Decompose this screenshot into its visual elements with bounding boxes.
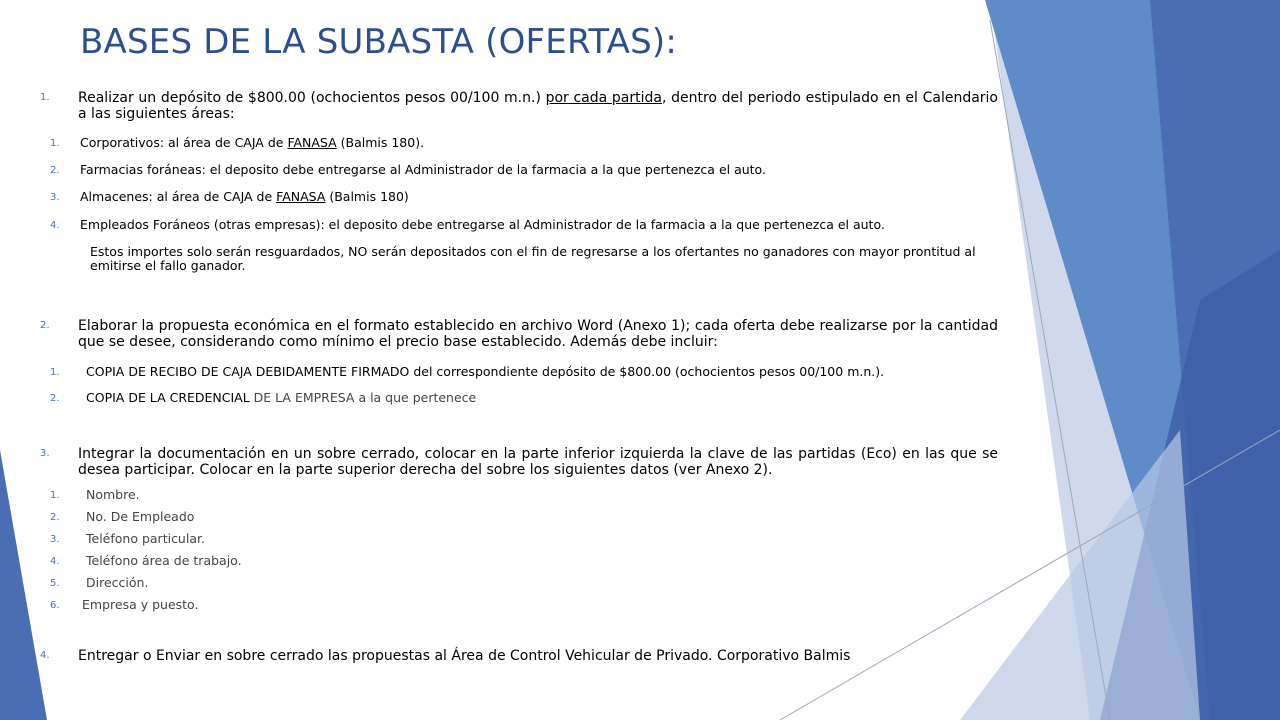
item-text: Elaborar la propuesta económica en el formato establecido en archivo Word (Anexo 1); cada oferta debe realizarse por la cantidad que se desee, considerando como mínimo el precio base establecido. Además debe incluir: [78,318,998,350]
sub-item: 4. Empleados Foráneos (otras empresas): el deposito debe entregarse al Administrador de la farmacia a la que pertenezca el auto. [50,217,885,232]
list-item-2: 2. Elaborar la propuesta económica en el formato establecido en archivo Word (Anexo 1); cada oferta debe realizarse por la cantidad que se desee, considerando como mínimo el precio base establecido. Además debe incluir: [40,318,998,350]
list-item-1 [40,90,998,122]
list-item-4: 4. Entregar o Enviar en sobre cerrado las propuestas al Área de Control Vehicular de Privado. Corporativo Balmis [40,648,998,664]
note-text: Estos importes solo serán resguardados, NO serán depositados con el fin de regresarse a los ofertantes no ganadores con mayor prontitud al emitirse el fallo ganador. [90,244,976,273]
sub-item: 2. COPIA DE LA CREDENCIAL DE LA EMPRESA a la que pertenece [50,390,477,405]
item-text: Realizar un depósito de $800.00 (ochocientos pesos 00/100 m.n.) por cada partida, dentro del periodo estipulado en el Calendario a las siguientes áreas: [78,90,999,122]
sub-item: 6. Empresa y puesto. [50,597,199,612]
sub-item: 3. Almacenes: al área de CAJA de FANASA (Balmis 180) [50,189,409,204]
sub-item: 1. Corporativos: al área de CAJA de FANASA (Balmis 180). [50,135,425,150]
page-title: BASES DE LA SUBASTA (OFERTAS): [80,22,678,62]
sub-item: 1. COPIA DE RECIBO DE CAJA DEBIDAMENTE FIRMADO del correspondiente depósito de $800.00 (ochocientos pesos 00/100 m.n.). [50,364,885,379]
sub-item: 2. No. De Empleado [50,509,195,524]
item-number: 1. [40,92,50,103]
sub-item: 1. Nombre. [50,487,140,502]
sub-item: 2. Farmacias foráneas: el deposito debe entregarse al Administrador de la farmacia a la que pertenezca el auto. [50,162,766,177]
item-text: Integrar la documentación en un sobre cerrado, colocar en la parte inferior izquierda la clave de las partidas (Eco) en las que se desea participar. Colocar en la parte superior derecha del sobre los siguientes datos (ver Anexo 2). [78,446,998,478]
sub-item: 5. Dirección. [50,575,149,590]
sub-item: 3. Teléfono particular. [50,531,205,546]
sub-item: 4. Teléfono área de trabajo. [50,553,242,568]
list-item-3: 3. Integrar la documentación en un sobre cerrado, colocar en la parte inferior izquierda la clave de las partidas (Eco) en las que se desea participar. Colocar en la parte superior derecha del sobre los siguientes datos (ver Anexo 2). [40,446,998,478]
item-text: Entregar o Enviar en sobre cerrado las propuestas al Área de Control Vehicular de Privado. Corporativo Balmis [78,648,851,664]
